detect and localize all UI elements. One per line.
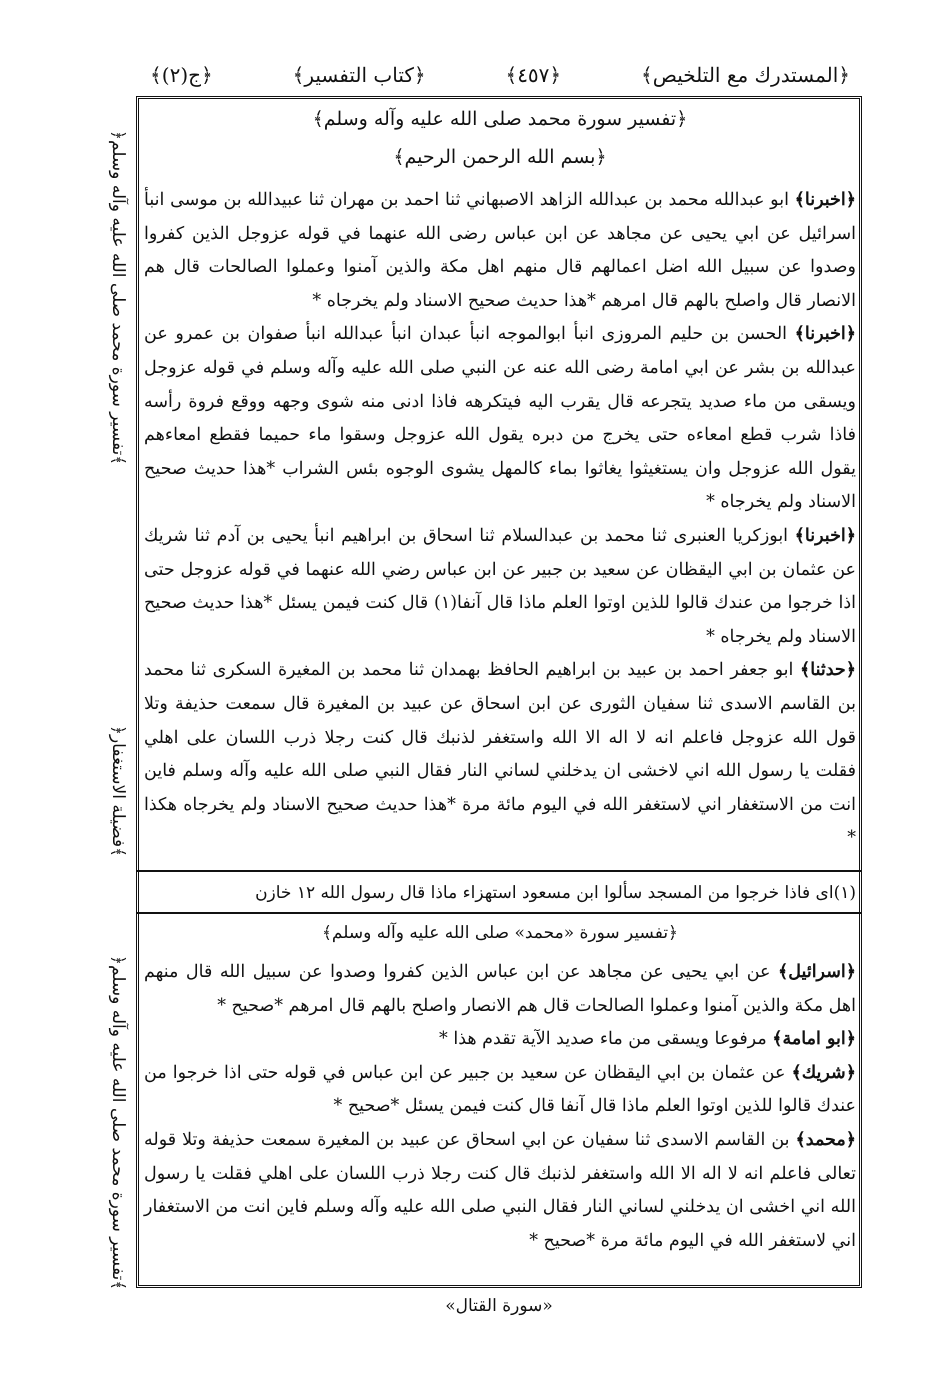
header-volume: ﴿ج(٢)﴾ [150, 63, 213, 87]
footnote-rule-bottom [136, 912, 862, 914]
talkhis-paragraph: ﴿ابو امامة﴾ مرفوعا ويسقى من ماء صديد الآية تقدم هذا * [439, 1029, 856, 1050]
main-text [144, 184, 856, 856]
talkhis-paragraph: ﴿اسرائيل﴾ عن ابي يحيى عن مجاهد عن ابن عباس الذين كفروا وصدوا عن سبيل الله قال منهم اهل مكة والذين آمنوا وعملوا الصالحات قال هم الانصار واصلح بالهم قال امرهم *صحيح * [144, 962, 856, 1016]
talkhis-title: ﴿تفسير سورة «محمد» صلى الله عليه وآله وسلم﴾ [321, 923, 679, 943]
hadith-paragraph: ﴿اخبرنا﴾ ابوزكريا العنبرى ثنا محمد بن عبدالسلام ثنا اسحاق بن ابراهيم انبأ يحيى بن آدم ثنا شريك عن عثمان بن ابي اليقظان عن سعيد بن جبير عن ابن عباس رضي الله عنهما في قوله عزوجل حتى اذا خرجوا من عندك قالوا للذين اوتوا العلم ماذا قال آنفا(١) قال كنت فيمن يسئل *هذا حديث صحيح الاسناد ولم يخرجاه * [144, 525, 856, 647]
footnote-rule-top [136, 870, 862, 872]
hadith-paragraph: ﴿اخبرنا﴾ الحسن بن حليم المروزى انبأ ابوالموجه انبأ عبدان انبأ عبدالله انبأ صفوان بن عمرو عن عبدالله بن بشر عن ابي امامة رضى الله عنه عن النبي صلى الله عليه وآله وسلم في قوله عزوجل ويسقى من ماء صديد يتجرعه قال يقرب اليه فيتكرهه فاذا ادنى منه شوى وجهه ووقع فروة رأسه فاذا شرب قطع امعاءه حتى يخرج من دبره يقول الله عزوجل وسقوا ماء حميما فقطع امعاءهم يقول الله عزوجل وان يستغيثوا يغاثوا بماء كالمهل يشوى الوجوه بئس الشراب *هذا حديث صحيح الاسناد ولم يخرجاه * [144, 324, 856, 513]
header-chapter: ﴿كتاب التفسير﴾ [292, 63, 426, 87]
talkhis-paragraph: ﴿محمد﴾ بن القاسم الاسدى ثنا سفيان عن ابي اسحاق عن عبيد بن المغيرة سمعت حذيفة وتلا قوله تعالى فاعلم انه لا اله الا الله واستغفر لذنبك قال كنت رجلا ذرب اللسان على اهلي فقلت يا رسول الله اني اخشى ان يدخلني لساني النار فقال النبي صلى الله عليه وآله وسلم فاين انت من الاستغفار اني لاستغفر الله في اليوم مائة مرة *صحيح * [144, 1129, 856, 1251]
hadith-paragraph: ﴿حدثنا﴾ ابو جعفر احمد بن عبيد بن ابراهيم الحافظ بهمدان ثنا محمد بن المغيرة السكرى ثنا محمد بن القاسم الاسدى ثنا سفيان الثورى عن ابن اسحاق عن عبيد بن المغيرة قال سمعت حذيفة وتلا قول الله عزوجل فاعلم انه لا اله الا الله واستغفر لذنبك قال كنت رجلا ذرب اللسان على اهلي فقلت يا رسول الله اني لاخشى ان يدخلني لساني النار فقال النبي صلى الله عليه وآله وسلم فاين انت من الاستغفار اني لاستغفر الله في اليوم مائة مرة *هذا حديث صحيح الاسناد ولم يخرجاه هكذا * [144, 660, 856, 849]
header-page-number: ﴿٤٥٧﴾ [505, 63, 562, 87]
footnote: (١)اى فاذا خرجوا من المسجد سألوا ابن مسعود استهزاء ماذا قال رسول الله ١٢ خازن [255, 883, 856, 903]
margin-note-tafsir-muhammad-talkhis: ﴿تفسير سورة محمد صلى الله عليه وآله وسلم﴾ [108, 955, 128, 1291]
running-header [150, 58, 850, 92]
margin-note-istighfar: ﴿فضيلة الاستغفار﴾ [108, 724, 128, 858]
basmala: ﴿بسم الله الرحمن الرحيم﴾ [393, 146, 607, 168]
surah-title: ﴿تفسير سورة محمد صلى الله عليه وآله وسلم﴾ [312, 108, 688, 130]
margin-note-tafsir-muhammad: ﴿تفسير سورة محمد صلى الله عليه وآله وسلم﴾ [108, 130, 128, 466]
talkhis-text [144, 956, 856, 1258]
next-section-catchword: «سورة القتال» [445, 1296, 553, 1316]
hadith-paragraph: ﴿اخبرنا﴾ ابو عبدالله محمد بن عبدالله الزاهد الاصبهاني ثنا احمد بن مهران ثنا عبيدالله بن موسى انبأ اسرائيل عن ابي يحيى عن مجاهد عن ابن عباس رضى الله عنهما في قوله عزوجل الذين كفروا وصدوا عن سبيل الله اضل اعمالهم قال منهم اهل مكة والذين آمنوا وعملوا الصالحات قال هم الانصار قال واصلح بالهم قال امرهم *هذا حديث صحيح الاسناد ولم يخرجاه * [144, 190, 856, 311]
header-book-title: ﴿المستدرك مع التلخيص﴾ [641, 63, 850, 87]
talkhis-paragraph: ﴿شريك﴾ عن عثمان بن ابي اليقظان عن سعيد بن جبير عن ابن عباس في قوله حتى اذا خرجوا من عندك قالوا للذين اوتوا العلم ماذا قال آنفا قال كنت فيمن يسئل *صحيح * [144, 1062, 856, 1117]
